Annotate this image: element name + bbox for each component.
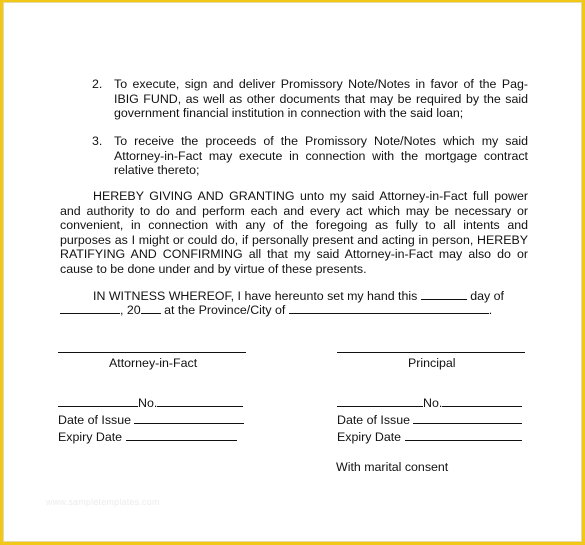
principal-signature-line[interactable] <box>337 352 525 353</box>
list-item-2 <box>92 77 528 121</box>
principal-label: Principal <box>408 356 456 370</box>
right-date-of-issue-label: Date of Issue <box>337 413 411 427</box>
witness-line-1 <box>93 289 504 304</box>
left-expiry-date-blank[interactable] <box>126 430 237 441</box>
right-id-number-blank[interactable] <box>442 396 522 407</box>
list-item-number: 3. <box>92 134 103 148</box>
place-blank[interactable] <box>289 303 489 314</box>
left-id-number-blank[interactable] <box>157 396 243 407</box>
year-blank[interactable] <box>141 303 161 314</box>
left-id-number-row <box>58 396 243 411</box>
attorney-in-fact-label: Attorney-in-Fact <box>109 356 198 370</box>
left-id-type-blank[interactable] <box>58 396 138 407</box>
hereby-paragraph-text: HEREBY GIVING AND GRANTING unto my said Attorney-in-Fact full power and authority to do and perform each and every act which may be necessary or convenient, in connection with any of the foregoing as fully to all intents and purposes as I might or could do, if personally present and acting in person, HEREBY RATIFYING AND CONFIRMING all that my said Attorney-in-Fact may also do or cause to be done under and by virtue of these presents. <box>60 189 528 276</box>
witness-line-2 <box>60 303 492 318</box>
day-blank[interactable] <box>421 289 467 300</box>
right-no-label: No. <box>423 396 443 410</box>
left-date-of-issue-blank[interactable] <box>134 413 244 424</box>
watermark: www.sampletemplates.com <box>46 497 160 507</box>
witness-text-4: at the Province/City of <box>164 303 286 317</box>
witness-text-5: . <box>488 303 493 317</box>
right-date-of-issue-blank[interactable] <box>413 413 522 424</box>
left-date-of-issue-label: Date of Issue <box>58 413 132 427</box>
witness-text-2: day of <box>470 289 505 303</box>
list-item-3 <box>92 134 528 178</box>
witness-text-3: , 20 <box>120 303 141 317</box>
left-date-of-issue-row <box>58 413 244 428</box>
list-item-text: To execute, sign and deliver Promissory Note/Notes in favor of the Pag-IBIG FUND, as well as other documents that may be required by the said government financial institution in connection with the said loan; <box>114 77 528 121</box>
right-id-number-row <box>337 396 522 411</box>
witness-text-1: IN WITNESS WHEREOF, I have hereunto set my hand this <box>93 289 418 303</box>
attorney-signature-line[interactable] <box>58 352 246 353</box>
marital-consent-label: With marital consent <box>336 460 449 474</box>
right-expiry-date-label: Expiry Date <box>337 430 402 444</box>
left-expiry-date-label: Expiry Date <box>58 430 123 444</box>
document-page <box>3 2 582 542</box>
list-item-number: 2. <box>92 77 103 91</box>
right-expiry-date-row <box>337 430 522 445</box>
right-expiry-date-blank[interactable] <box>405 430 522 441</box>
right-date-of-issue-row <box>337 413 522 428</box>
month-blank[interactable] <box>60 303 120 314</box>
left-expiry-date-row <box>58 430 237 445</box>
list-item-text: To receive the proceeds of the Promissory Note/Notes which my said Attorney-in-Fact may execute in connection with the mortgage contract relative thereto; <box>114 134 528 178</box>
left-no-label: No. <box>138 396 158 410</box>
right-id-type-blank[interactable] <box>337 396 423 407</box>
hereby-paragraph <box>60 189 528 277</box>
